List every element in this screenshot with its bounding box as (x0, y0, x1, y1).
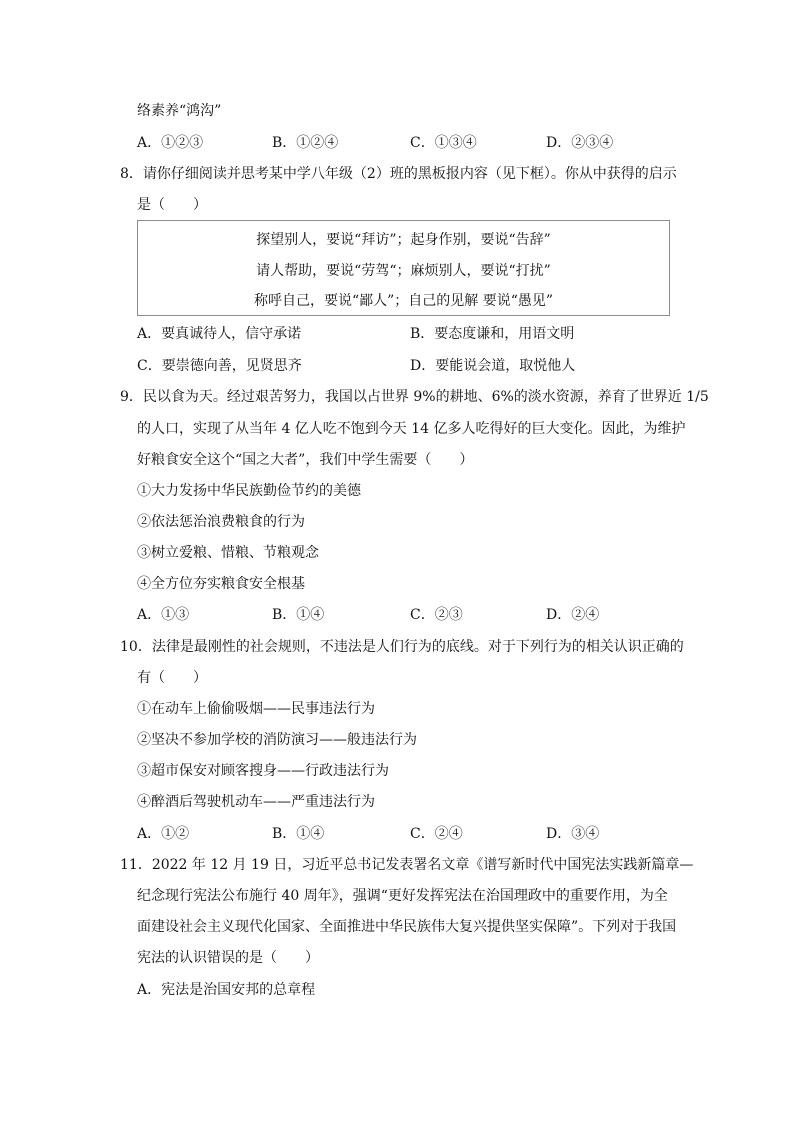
q9-option-c[interactable]: C．②③ (410, 607, 463, 623)
q11-stem-line2: 纪念现行宪法公布施行 40 周年》，强调“更好发挥宪法在治国理政中的重要作用，为全 (137, 888, 668, 904)
box-line-1: 探望别人，要说“拜访”；起身作别，要说“告辞” (256, 232, 551, 248)
q8-option-c[interactable]: C．要崇德向善，见贤思齐 (137, 358, 302, 374)
q11-stem-line4: 宪法的认识错误的是（ ） (137, 950, 319, 966)
q9-option-d[interactable]: D．②④ (546, 607, 600, 623)
q8-stem-line2: 是（ ） (137, 197, 207, 213)
q11-stem-line3: 面建设社会主义现代化国家、全面推进中华民族伟大复兴提供坚实保障”。下列对于我国 (137, 919, 677, 935)
q7-stem-tail: 络素养“鸿沟” (137, 103, 222, 119)
q8-option-a[interactable]: A．要真诚待人，信守承诺 (137, 326, 302, 342)
q10-item-4: ④醉酒后驾驶机动车——严重违法行为 (137, 794, 375, 810)
q7-option-a[interactable]: A．①②③ (137, 135, 204, 151)
q9-option-a[interactable]: A．①③ (137, 607, 190, 623)
q7-option-c[interactable]: C．①③④ (410, 135, 477, 151)
q9-item-2: ②依法惩治浪费粮食的行为 (137, 514, 305, 530)
q9-stem-line1: 9．民以食为天。经过艰苦努力，我国以占世界 9%的耕地、6%的淡水资源，养育了世界近 1/5 (120, 389, 709, 405)
q11-option-a[interactable]: A．宪法是治国安邦的总章程 (137, 982, 316, 998)
q10-option-a[interactable]: A．①② (137, 826, 190, 842)
q9-option-b[interactable]: B．①④ (272, 607, 325, 623)
q10-stem-line1: 10．法律是最刚性的社会规则，不违法是人们行为的底线。对于下列行为的相关认识正确的 (120, 639, 684, 655)
q7-option-b[interactable]: B．①②④ (272, 135, 339, 151)
q9-item-4: ④全方位夯实粮食安全根基 (137, 576, 305, 592)
box-line-3: 称呼自己，要说“鄙人”；自己的见解 要说“愚见” (253, 293, 554, 309)
q10-option-b[interactable]: B．①④ (272, 826, 325, 842)
q9-stem-line2: 的人口，实现了从当年 4 亿人吃不饱到今天 14 亿多人吃得好的巨大变化。因此，为维护 (137, 421, 686, 437)
q10-option-c[interactable]: C．②④ (410, 826, 463, 842)
q7-option-d[interactable]: D．②③④ (546, 135, 614, 151)
q10-stem-line2: 有（ ） (137, 670, 207, 686)
q9-item-1: ①大力发扬中华民族勤俭节约的美德 (137, 483, 361, 499)
q8-option-b[interactable]: B．要态度谦和，用语文明 (410, 326, 575, 342)
q10-item-1: ①在动车上偷偷吸烟——民事违法行为 (137, 701, 375, 717)
q8-stem-line1: 8．请你仔细阅读并思考某中学八年级（2）班的黑板报内容（见下框）。你从中获得的启示 (120, 166, 677, 182)
q9-item-3: ③树立爱粮、惜粮、节粮观念 (137, 545, 319, 561)
q10-item-3: ③超市保安对顾客搜身——行政违法行为 (137, 763, 389, 779)
q9-stem-line3: 好粮食安全这个“国之大者”，我们中学生需要（ ） (137, 452, 474, 468)
box-line-2: 请人帮助，要说“劳驾“；麻烦别人，要说“打扰” (256, 263, 551, 279)
blackboard-content-box (137, 220, 670, 316)
q11-stem-line1: 11．2022 年 12 月 19 日，习近平总书记发表署名文章《谱写新时代中国宪法实践新篇章— (120, 857, 694, 873)
q10-option-d[interactable]: D．③④ (546, 826, 600, 842)
q8-option-d[interactable]: D．要能说会道，取悦他人 (410, 358, 576, 374)
q10-item-2: ②坚决不参加学校的消防演习——般违法行为 (137, 732, 417, 748)
